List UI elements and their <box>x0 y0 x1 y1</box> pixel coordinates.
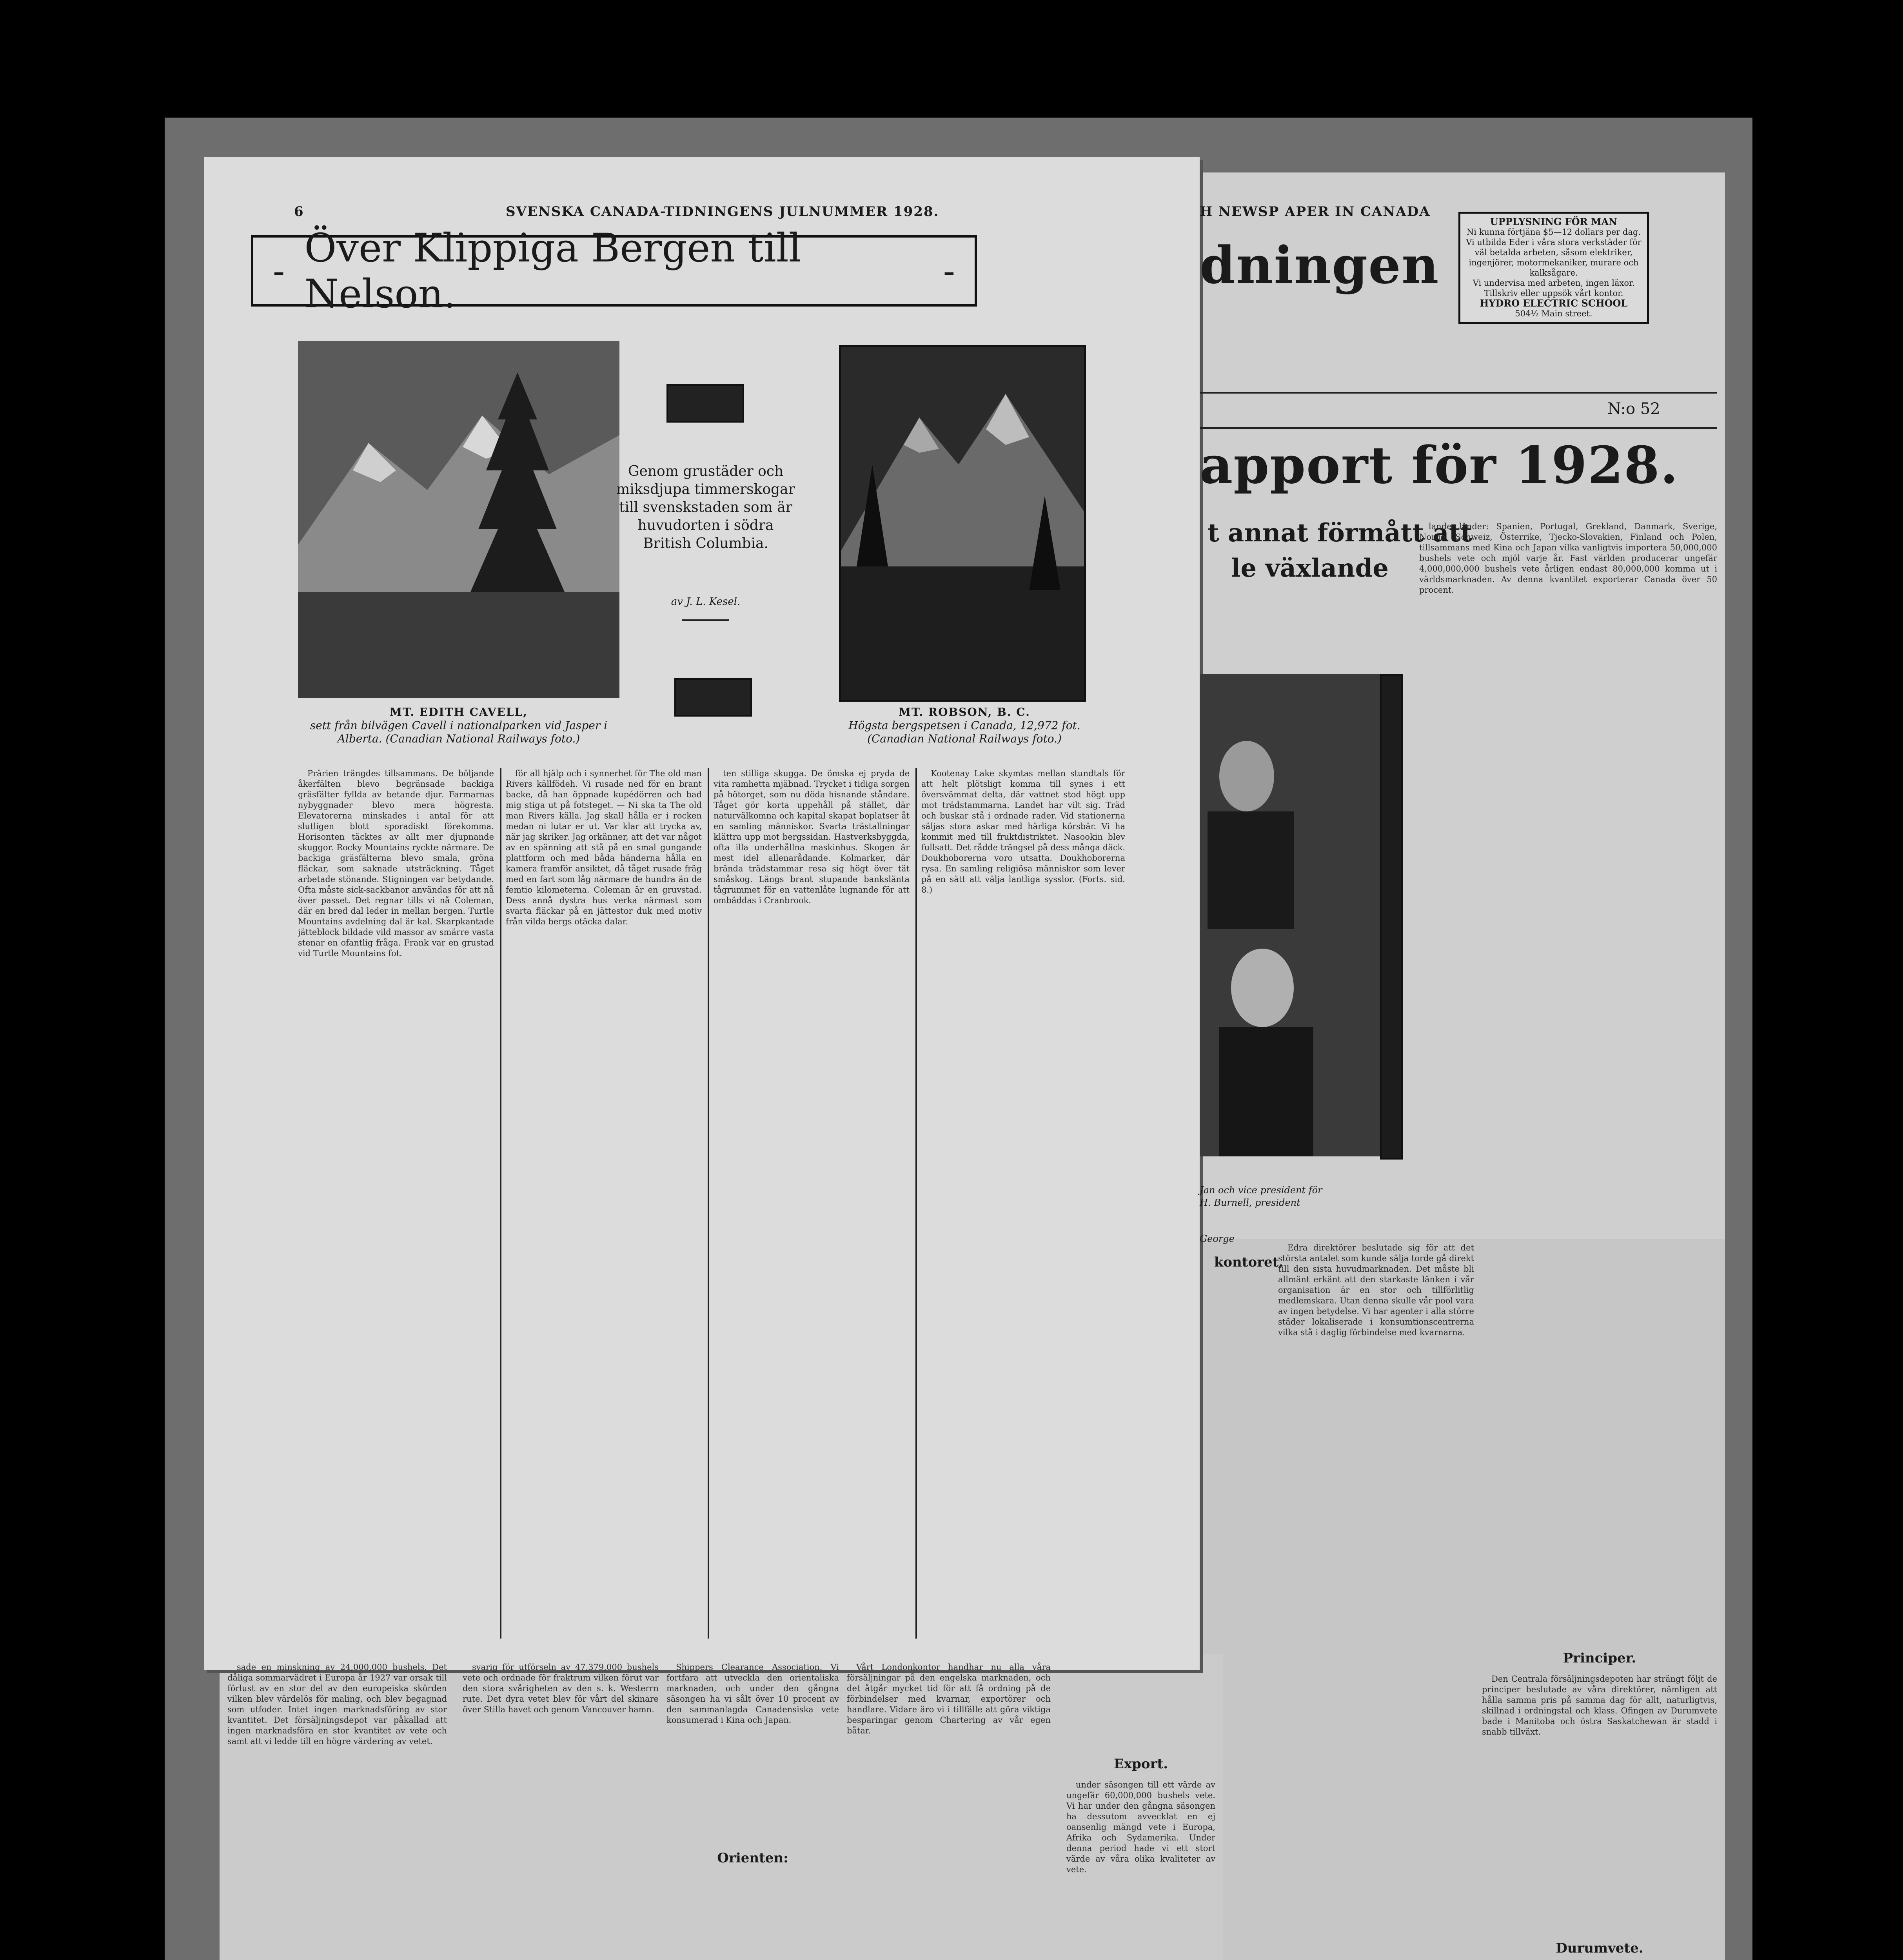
article-column-4 <box>921 768 1125 1639</box>
right-column-3 <box>1482 1674 1717 1917</box>
right-masthead: dningen <box>1200 235 1440 295</box>
right-column-3-text: Den Centrala försäljningsdepoten har strängt följt de principer beslutade av våra direktörer, nämligen att hålla samma pris på samma dag för allt, naturligtvis, skillnad i ordningstal och klass. Ofingen av Durumvete bade i Manitoba och östra Saskatchewan är stadd i snabb tillväxt. <box>1482 1674 1717 1737</box>
article-headline: Över Klippiga Bergen till Nelson. <box>304 225 801 317</box>
vine-ornament <box>1380 674 1403 1160</box>
article-byline: av J. L. Kesel. <box>671 596 741 608</box>
headline-dash-left: - <box>273 250 285 292</box>
lower-column-5-text: under säsongen till ett värde av ungefär 60,000,000 bushels vete. Vi har under den gångna säsongen ha dessutom avvecklat en ej oansenlig mängd vete i Europa, Afrika och Sydamerika. Under denna period hade vi ett stort värde av våra olika kvaliteter av vete. <box>1066 1780 1215 1874</box>
caption-right-text: Högsta bergspetsen i Canada, 12,972 fot. (Canadian National Railways foto.) <box>848 719 1080 745</box>
ornament-top <box>666 384 744 423</box>
lower-column-5 <box>1066 1780 1215 1960</box>
mountain-landscape-image <box>298 341 619 698</box>
heading-export: Export. <box>1113 1756 1168 1772</box>
advert-line-3: Vi undervisa med arbeten, ingen läxor. Tillskriv eller uppsök vårt kontor. <box>1473 278 1635 298</box>
lower-column-3a <box>666 1662 839 1842</box>
photo-caption-line-1: Jan och vice president för <box>1200 1185 1322 1196</box>
issue-rule <box>1200 427 1717 429</box>
article-column-1-text: Prärien trängdes tillsammans. De böljande åkerfälten blevo begränsade backiga gräsfälter fyllda av betande djur. Farmarnas nybyggnader blevo mera högresta. Elevatorerna minskades i antal för att slutligen blott sporadiskt förekomma. Horisonten täcktes av allt mer djupnande skuggor. Rocky Mountains ryckte närmare. De backiga gräsfälterna blevo smala, gröna fläckar, som saknade utsträckning. Tåget arbetade stönande. Stigningen var betydande. Ofta måste sick-sackbanor användas för att nå över passet. Det regnar tills vi nå Coleman, där en bred dal leder in mellan bergen. Turtle Mountains avdelning dal är kal. Skarpkantade jätteblock bildade vild massor av smärre vasta stenar en ofantlig fråga. Frank var en grustad vid Turtle Mountains fot. <box>298 769 494 958</box>
article-column-1 <box>298 768 494 1639</box>
caption-right-title: MT. ROBSON, B. C. <box>899 706 1030 719</box>
lower-column-2-text: svarig för utförseln av 47,379,000 bushels vete och ordnade för fraktrum vilken förut var den stora svårigheten av den s. k. Westerrn rute. Det dyra vetet blev för vårt del skinare över Stilla havet och genom Vancouver hamn. <box>463 1662 659 1714</box>
article-column-2 <box>506 768 702 1639</box>
column-divider-1 <box>500 768 501 1639</box>
photo-caption-line-3: George <box>1200 1233 1235 1244</box>
advert-hydro-electric-school <box>1458 212 1649 324</box>
photo-caption-right <box>1200 1184 1388 1245</box>
advert-title: UPPLYSNING FÖR MAN <box>1490 216 1618 227</box>
caption-left-title: MT. EDITH CAVELL, <box>390 706 528 719</box>
right-top-banner: H NEWSP APER IN CANADA <box>1200 204 1431 220</box>
masthead-rule <box>1200 392 1717 394</box>
lower-column-2 <box>463 1662 659 1960</box>
advert-line-5: 504½ Main street. <box>1515 309 1592 318</box>
heading-kontoret: kontoret. <box>1214 1254 1284 1270</box>
portrait-image <box>1200 674 1380 1156</box>
caption-left-text: sett från bilvägen Cavell i nationalparken vid Jasper i Alberta. (Canadian National Railways foto.) <box>310 719 608 745</box>
column-divider-2 <box>708 768 709 1639</box>
mountain-peak-image <box>841 347 1084 700</box>
article-column-4-text: Kootenay Lake skymtas mellan stundtals för att helt plötsligt komma till synes i ett översvämmat delta, där vattnet stod högt upp mot trädstammarna. Landet har vilt sig. Träd och buskar stå i ordnade rader. Vid stationerna säljas stora askar med härliga körsbär. Vi ha kommit med till fruktdistriktet. Nasookin blev fullsatt. Det rådde trängsel på dess många däck. Doukhoborerna voro utsatta. Doukhoborerna rysa. En samling religiösa människor som lever på en sätt att välja lantliga sysslor. (Forts. sid. 8.) <box>921 769 1125 895</box>
running-head: SVENSKA CANADA-TIDNINGENS JULNUMMER 1928. <box>506 204 939 220</box>
headline-dash-right: - <box>943 250 955 292</box>
right-subhead-1: t annat förmått att <box>1208 518 1472 548</box>
photo-mt-edith-cavell <box>298 341 619 698</box>
right-subhead-2: le växlande <box>1231 554 1389 583</box>
right-headline: apport för 1928. <box>1200 435 1679 495</box>
issue-number: N:o 52 <box>1607 400 1660 418</box>
page-number: 6 <box>294 204 304 220</box>
right-column-1 <box>1419 521 1717 1149</box>
heading-principer: Principer. <box>1563 1650 1636 1666</box>
lower-column-1 <box>227 1662 447 1960</box>
article-headline-box <box>251 225 977 317</box>
right-column-1-text: lande länder: Spanien, Portugal, Grekland, Danmark, Sverige, Norge, Schweiz, Österrike, Tjecko-Slovakien, Finland och Polen, tillsammans med Kina och Japan vilka vanligtvis importera 50,000,000 bushels vete och mjöl varje år. Fast världen producerar ungefär 4,000,000,000 bushels vete årligen endast 80,000,000 komma ut i världsmarknaden. Av denna kvantitet exporterar Canada över 50 procent. <box>1419 522 1717 595</box>
article-column-3-text: ten stilliga skugga. De ömska ej pryda de vita ramhetta mjäbnad. Trycket i tidiga sorgen på hötorget, som nu döda hisnande ståndare. Tåget gör korta uppehåll på stället, där naturvälkomna och kapital skapat boplatser åt en samling människor. Svarta trästallningar klättra upp mot bergssidan. Hastverksbyggda, ofta illa underhållna maskinhus. Skogen är mest idel allenarådande. Kolmarker, där brända trädstammar resa sig högt över tät småskog. Längs brant stupande bankslänta tågrummet för en vattenlåte lugnande för att ombäddas i Cranbrook. <box>714 769 910 905</box>
lower-column-4 <box>847 1662 1051 1960</box>
heading-durumvete: Durumvete. <box>1556 1940 1643 1956</box>
advert-line-1: Ni kunna förtjäna $5—12 dollars per dag. <box>1466 227 1641 237</box>
article-column-2-text: för all hjälp och i synnerhet för The old man Rivers källfödeh. Vi rusade ned för en brant backe, då han öppnade kupédörren och bad mig stiga ut på fotsteget. — Ni ska ta The old man Rivers källa. Jag skall hålla er i rocken medan ni lutar er ut. Var klar att trycka av, när jag skriker. Jag orkänner, att det var något av en spänning att stå på en smal gungande plattform och med båda händerna hålla en kamera framför ansiktet, då tåget rusade fräg med en fart som låg närmare de hundra än de femtio kilometerna. Coleman är en gruvstad. Dess annå dystra hus verka närmast som svarta fläckar på en jättestor duk med motiv från vilda bergs otäcka dalar. <box>506 769 702 926</box>
caption-right <box>823 706 1106 746</box>
ornament-bottom <box>674 678 752 717</box>
lower-column-1-text: sade en minskning av 24,000,000 bushels. Det dåliga sommarvädret i Europa år 1927 var orsak till förlust av en stor del av den europeiska skörden vilken blev värdelös för maling, och blev begagnad som utfoder. Intet ingen marknadsföring av stor kvantitet. Det försäljningsdepot var påkallad att ingen marknadsföra en stor kvantitet av vete och samt att vi ledde till en högre värdering av vetet. <box>227 1662 447 1746</box>
advert-line-2: Vi utbilda Eder i våra stora verkstäder för väl betalda arbeten, såsom elektriker, ingenjörer, motormekaniker, murare och kalksågare. <box>1466 238 1642 278</box>
lower-column-4-text: Vårt Londonkontor handhar nu alla våra försäljningar på den engelska marknaden, och det åtgår mycket tid för att få ordning på de förbindelser med kvarnar, exportörer och handlare. Vidare äro vi i tillfälle att göra viktiga besparingar genom Chartering av vår egen båtar. <box>847 1662 1051 1735</box>
caption-left <box>298 706 619 746</box>
photo-caption-line-2: H. Burnell, president <box>1200 1197 1300 1208</box>
column-divider-3 <box>915 768 917 1639</box>
right-column-2 <box>1278 1243 1474 1650</box>
article-column-3 <box>714 768 910 1639</box>
photo-mt-robson <box>839 345 1086 702</box>
photo-officials <box>1200 674 1380 1156</box>
lower-column-3-text: Shippers Clearance Association. Vi fortfara att utveckla den orientaliska marknaden, och under den gångna säsongen ha vi sålt över 10 procent av den sammanlagda Canadensiska vete konsumerad i Kina och Japan. <box>666 1662 839 1725</box>
heading-orienten: Orienten: <box>717 1850 788 1866</box>
article-deck: Genom grustäder och miksdjupa timmerskogar till svenskstaden som är huvudorten i södra British Columbia. <box>616 463 795 552</box>
byline-rule <box>682 619 729 621</box>
right-column-2-text: Edra direktörer beslutade sig för att det största antalet som kunde sälja torde gå direkt till den sista huvudmarknaden. Det måste bli allmänt erkänt att den starkaste länken i vår organisation är en stor och tillförlitlig medlemskara. Utan denna skulle vår pool vara av ingen betydelse. Vi har agenter i alla större städer lokaliserade i konsumtionscentrerna vilka stå i daglig förbindelse med kvarnarna. <box>1278 1243 1474 1337</box>
advert-line-4: HYDRO ELECTRIC SCHOOL <box>1480 298 1628 309</box>
